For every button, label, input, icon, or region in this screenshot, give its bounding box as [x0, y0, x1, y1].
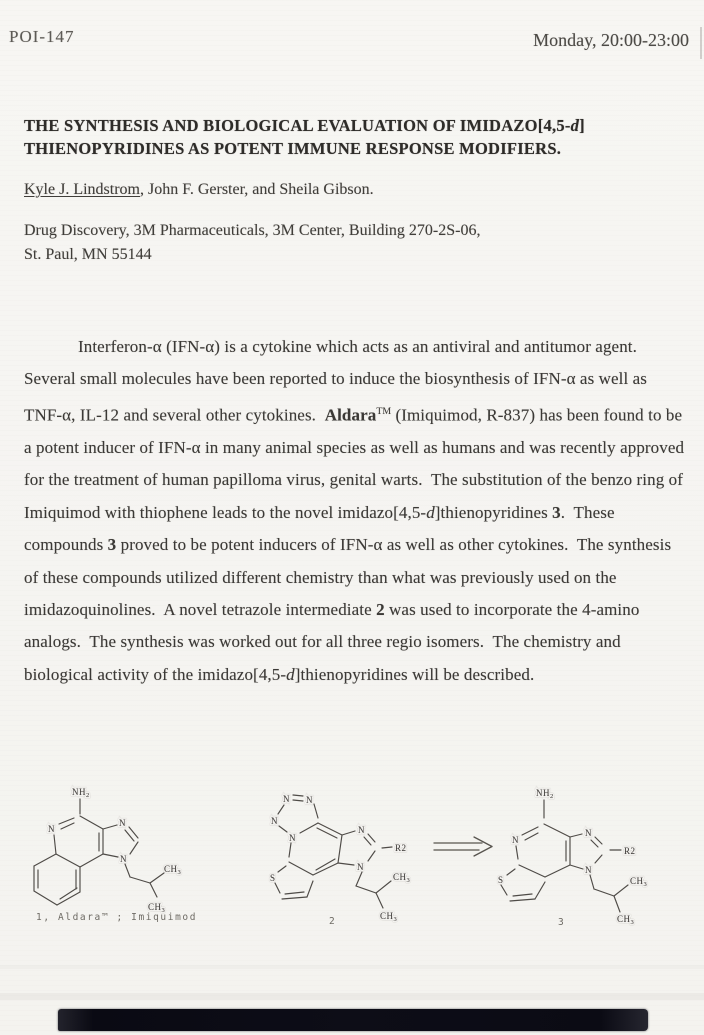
- structure-1-bonds: [34, 799, 164, 905]
- scan-artifact-bar: [58, 1009, 648, 1031]
- scan-noise-streak: [0, 993, 704, 1000]
- abstract-title-line2: THIENOPYRIDINES AS POTENT IMMUNE RESPONSE MODIFIERS.: [24, 139, 562, 158]
- abstract-title-line1: THE SYNTHESIS AND BIOLOGICAL EVALUATION OF IMIDAZO[4,5-d]: [24, 116, 585, 135]
- structure-2-caption: 2: [329, 916, 337, 927]
- reaction-arrow-icon: [432, 834, 496, 860]
- abstract-title: [24, 114, 686, 160]
- atom-label-n: N: [357, 862, 364, 872]
- structure-2-bonds: [275, 795, 392, 908]
- atom-label-s: S: [270, 873, 276, 883]
- abstract-paragraph: Interferon-α (IFN-α) is a cytokine which acts as an antiviral and antitumor agent. Several small molecules have been reported to induce the biosynthesis of IFN-α as well as TNF-α, IL-12 and several other cytokines. Aldara™ (Imiquimod, R-837) has been found to be a potent inducer of IFN-α in many animal species as well as humans and was recently approved for the treatment of human papilloma virus, genital warts. The substitution of the benzo ring of Imiquimod with thiophene leads to the novel imidazo[4,5-d]thienopyridines 3. These compounds 3 proved to be potent inducers of IFN-α as well as other cytokines. The synthesis of these compounds utilized different chemistry than what was previously used on the imidazoquinolines. A novel tetrazole intermediate 2 was used to incorporate the 4-amino analogs. The synthesis was worked out for all three regio isomers. The chemistry and biological activity of the imidazo[4,5-d]thienopyridines will be described.: [24, 337, 689, 684]
- atom-label-n: N: [585, 865, 592, 875]
- structure-3-caption: 3: [558, 917, 566, 928]
- structure-3-bonds: [501, 800, 628, 912]
- atom-label-r2: R2: [395, 843, 407, 853]
- atom-label-ch3: $CH_3$: [617, 914, 635, 926]
- atom-label-ch3: $CH_3$: [380, 911, 398, 923]
- authors-line: Kyle J. Lindstrom, John F. Gerster, and Sheila Gibson.: [24, 181, 374, 198]
- structure-1-caption: 1, Aldara™ ; Imiquimod: [36, 912, 198, 923]
- atom-label-ch3: $CH_3$: [393, 872, 411, 884]
- atom-label-n: N: [120, 854, 127, 864]
- atom-label-n: N: [306, 795, 313, 805]
- atom-label-n: N: [271, 816, 278, 826]
- atom-label-nh2: $NH_2$: [536, 788, 554, 800]
- atom-label-ch3: $CH_3$: [164, 864, 182, 876]
- session-time: Monday, 20:00-23:00: [533, 30, 689, 50]
- atom-label-s: S: [498, 875, 504, 885]
- scan-edge-mark: [700, 27, 702, 59]
- atom-label-ch3: $CH_3$: [148, 902, 166, 914]
- affiliation-line1: Drug Discovery, 3M Pharmaceuticals, 3M Center, Building 270-2S-06,: [24, 222, 481, 239]
- scan-noise-streak: [0, 965, 704, 969]
- atom-label-nh2: $NH_2$: [72, 787, 90, 799]
- atom-label-n: N: [48, 824, 55, 834]
- structure-3-imidazothienopyridine-drawing: [488, 778, 704, 940]
- atom-label-r2: R2: [624, 846, 636, 856]
- atom-label-n: N: [512, 835, 519, 845]
- atom-label-n: N: [289, 833, 296, 843]
- affiliation: [24, 219, 480, 267]
- atom-label-ch3: $CH_3$: [630, 876, 648, 888]
- atom-label-n: N: [585, 828, 592, 838]
- atom-label-n: N: [283, 794, 290, 804]
- atom-label-n: N: [119, 818, 126, 828]
- poster-id: POI-147: [9, 27, 75, 46]
- affiliation-line2: St. Paul, MN 55144: [24, 246, 152, 263]
- atom-label-n: N: [358, 825, 365, 835]
